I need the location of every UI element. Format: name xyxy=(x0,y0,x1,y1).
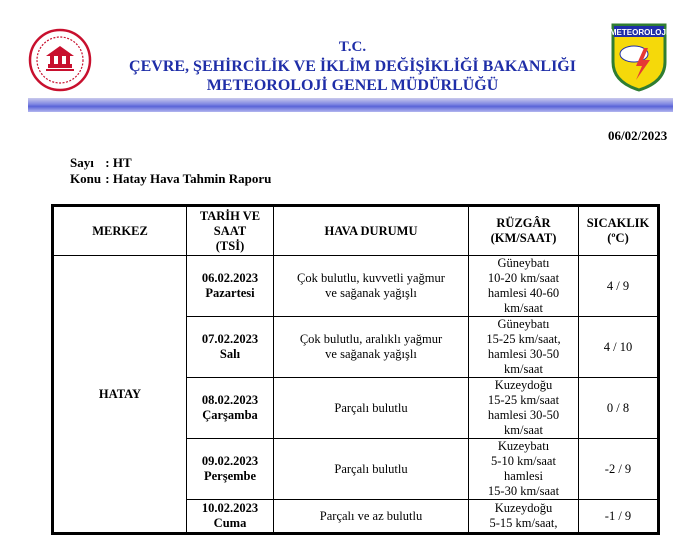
weather-cell xyxy=(274,439,469,500)
day-value: Perşembe xyxy=(203,469,257,483)
date-cell xyxy=(187,256,274,317)
day-value: Salı xyxy=(219,347,241,361)
date-value: 06.02.2023 xyxy=(201,271,259,285)
date-value: 09.02.2023 xyxy=(201,454,259,468)
sayi-label: Sayı xyxy=(70,155,94,170)
wind-cell xyxy=(469,317,579,378)
temp-cell: 4 / 9 xyxy=(579,256,659,317)
header-tarih xyxy=(187,206,274,256)
wind-cell xyxy=(469,500,579,534)
header-ruzgar xyxy=(469,206,579,256)
weather-line-2: ve sağanak yağışlı xyxy=(325,286,417,300)
header-line-2: ÇEVRE, ŞEHİRCİLİK VE İKLİM DEĞİŞİKLİĞİ BAKANLIĞI xyxy=(129,58,576,75)
weather-cell xyxy=(274,256,469,317)
header-ruzgar-l1: RÜZGÂR xyxy=(496,216,551,230)
konu-label: Konu xyxy=(70,171,102,186)
header-merkez: MERKEZ xyxy=(53,206,187,256)
weather-line-1: Parçalı bulutlu xyxy=(334,400,408,415)
sayi-value: : HT xyxy=(105,155,132,170)
header-line-3: METEOROLOJİ GENEL MÜDÜRLÜĞÜ xyxy=(206,77,499,94)
wind-line: Güneybatı xyxy=(497,317,550,331)
temp-cell: 4 / 10 xyxy=(579,317,659,378)
date-cell xyxy=(187,378,274,439)
wind-line: hamlesi 30-50 xyxy=(487,408,560,422)
weather-line-1: Çok bulutlu, kuvvetli yağmur xyxy=(297,271,445,285)
header-tarih-l1: TARİH VE xyxy=(199,208,261,223)
wind-line: 15-30 km/saat xyxy=(487,484,560,498)
wind-line: Kuzeybatı xyxy=(497,439,550,453)
table-row xyxy=(53,256,659,317)
wind-line: 5-15 km/saat, xyxy=(489,516,558,530)
decorative-band xyxy=(28,98,673,112)
weather-line-1: Parçalı ve az bulutlu xyxy=(319,508,423,523)
date-value: 10.02.2023 xyxy=(201,501,259,515)
ministry-seal-icon xyxy=(28,28,92,92)
weather-line-2: ve sağanak yağışlı xyxy=(325,347,417,361)
header-line-1: T.C. xyxy=(338,39,367,55)
wind-line: Kuzeydoğu xyxy=(494,378,553,392)
forecast-table xyxy=(51,204,660,535)
day-value: Çarşamba xyxy=(202,408,258,422)
wind-line: hamlesi 30-50 xyxy=(487,347,560,361)
report-date: 06/02/2023 xyxy=(608,128,668,143)
date-value: 07.02.2023 xyxy=(201,332,259,346)
wind-line: Güneybatı xyxy=(497,256,550,270)
wind-line: 5-10 km/saat hamlesi xyxy=(491,454,556,483)
weather-cell xyxy=(274,500,469,534)
header-sicaklik-l2: (ºC) xyxy=(607,231,629,245)
header-tarih-l2: SAAT xyxy=(213,223,247,238)
wind-cell xyxy=(469,439,579,500)
header-ruzgar-l2: (KM/SAAT) xyxy=(490,231,557,245)
date-cell xyxy=(187,317,274,378)
weather-line-1: Çok bulutlu, aralıklı yağmur xyxy=(299,332,443,346)
wind-line: km/saat xyxy=(504,362,543,376)
day-value: Pazartesi xyxy=(205,286,255,300)
wind-line: 10-20 km/saat xyxy=(487,271,560,285)
konu-value: : Hatay Hava Tahmin Raporu xyxy=(105,171,272,186)
wind-cell xyxy=(469,378,579,439)
weather-cell xyxy=(274,317,469,378)
wind-line: Kuzeydoğu xyxy=(494,501,553,515)
wind-line: 15-25 km/saat xyxy=(487,393,560,407)
ministry-header xyxy=(95,38,610,95)
date-cell xyxy=(187,439,274,500)
konu-line xyxy=(70,171,271,187)
header-sicaklik xyxy=(579,206,659,256)
date-cell xyxy=(187,500,274,534)
weather-line-1: Parçalı bulutlu xyxy=(334,461,408,476)
header-hava: HAVA DURUMU xyxy=(274,206,469,256)
wind-cell xyxy=(469,256,579,317)
temp-cell: 0 / 8 xyxy=(579,378,659,439)
day-value: Cuma xyxy=(213,516,247,530)
table-header-row xyxy=(53,206,659,256)
header-tarih-l3: (TSİ) xyxy=(215,238,245,253)
wind-line: km/saat xyxy=(504,301,543,315)
wind-line: 15-25 km/saat, xyxy=(486,332,561,346)
wind-line: km/saat xyxy=(504,423,543,437)
date-value: 08.02.2023 xyxy=(201,393,259,407)
header-sicaklik-l1: SICAKLIK xyxy=(586,216,650,230)
logo-text: METEOROLOJİ xyxy=(610,28,668,37)
meteoroloji-logo-icon xyxy=(610,22,668,92)
sayi-line xyxy=(70,155,132,171)
wind-line: hamlesi 40-60 xyxy=(487,286,560,300)
weather-cell xyxy=(274,378,469,439)
city-cell: HATAY xyxy=(53,256,187,534)
temp-cell: -1 / 9 xyxy=(579,500,659,534)
temp-cell: -2 / 9 xyxy=(579,439,659,500)
